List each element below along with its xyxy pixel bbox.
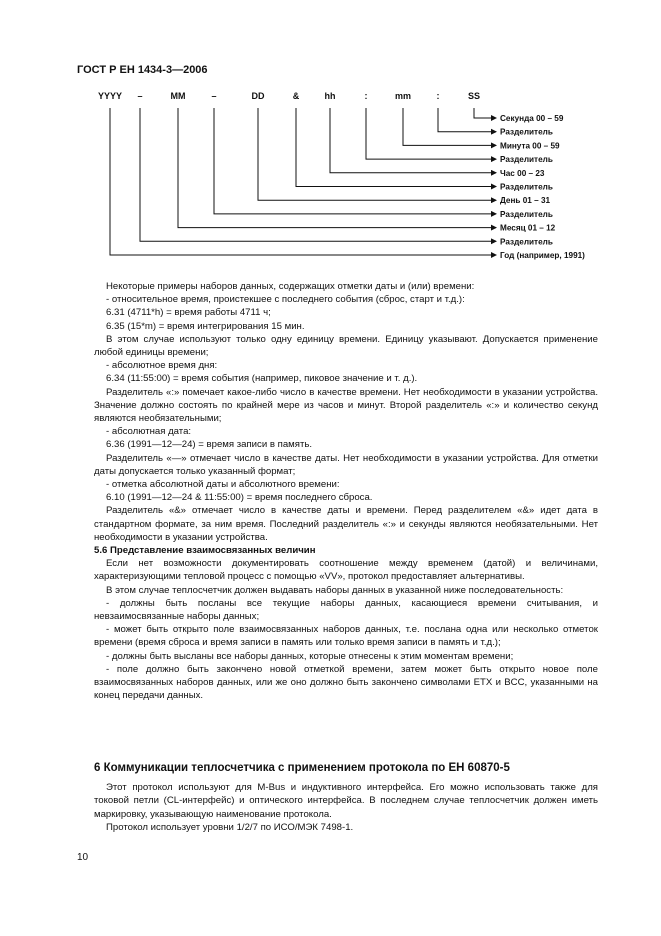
connector-line <box>474 108 496 118</box>
paragraph: 6.36 (1991—12—24) = время записи в память. <box>106 439 313 451</box>
format-field: YYYY <box>97 91 123 101</box>
paragraph: - может быть открыто поле взаимосвязанных наборов данных, т.е. послана одна или несколько отметок времени (время сброса и время записи в память или только время записи в память и т.д.); <box>94 624 598 649</box>
format-field: : <box>364 91 368 101</box>
format-label: Разделитель <box>500 127 553 137</box>
format-field: DD <box>251 91 265 101</box>
paragraph: Протокол использует уровни 1/2/7 по ИСО/МЭК 7498-1. <box>106 821 354 833</box>
format-label: Разделитель <box>500 237 553 247</box>
format-label: Час 00 – 23 <box>500 168 545 178</box>
connector-line <box>366 108 496 159</box>
document-header: ГОСТ Р ЕН 1434-3—2006 <box>77 64 208 76</box>
paragraph: 6.34 (11:55:00) = время события (например, пиковое значение и т. д.). <box>106 373 418 385</box>
format-field: SS <box>467 91 481 101</box>
format-field: hh <box>324 91 336 101</box>
paragraph: Разделитель «:» помечает какое-либо число в качестве времени. Нет необходимости в указании устройства. Значение должно состоять по крайней мере из часов и минут. Второй разделитель «:» и количество секунд являются необязательными; <box>94 386 598 425</box>
paragraph: В этом случае теплосчетчик должен выдавать наборы данных в указанной ниже последовательность: <box>106 584 564 596</box>
body-text <box>94 280 598 703</box>
format-label: Минута 00 – 59 <box>500 141 560 151</box>
paragraph: - абсолютное время дня: <box>106 360 218 372</box>
connector-line <box>296 108 496 187</box>
connector-line <box>214 108 496 214</box>
paragraph: Если нет возможности документировать соотношение между временем (датой) и величинами, характеризующими тепловой процесс с помощью «VV», протокол предоставляет альтернативы. <box>94 558 598 583</box>
format-field: mm <box>394 91 412 101</box>
format-label: Месяц 01 – 12 <box>500 223 556 233</box>
connector-line <box>403 108 496 145</box>
format-label: День 01 – 31 <box>500 196 551 206</box>
format-label: Разделитель <box>500 209 553 219</box>
format-field: : <box>436 91 440 101</box>
paragraph: Этот протокол используют для M-Bus и индуктивного интерфейса. Его можно использовать также для токовой петли (CL-интерфейс) и оптического интерфейса. В последнем случае теплосчетчик должен иметь маркировку, указывающую наименование протокола. <box>94 782 598 820</box>
format-field: – <box>211 91 217 101</box>
paragraph: 6.35 (15*m) = время интегрирования 15 мин. <box>106 320 305 332</box>
paragraph: В этом случае используют только одну единицу времени. Единицу указывают. Допускается применение любой единицы времени; <box>94 333 598 359</box>
paragraph: - должны быть посланы все текущие наборы данных, касающиеся времени считывания, и невзаимосвязанные наборы данных; <box>94 597 598 623</box>
format-field: & <box>292 91 300 101</box>
format-field: MM <box>170 91 186 101</box>
paragraph: Разделитель «&» отмечает число в качестве даты и времени. Перед разделителем «&» идет дата в стандартном формате, за ним время. Последний разделитель «:» и секунды являются необязательными. Нет необходимости в указании устройства. <box>94 505 598 543</box>
page-number: 10 <box>77 852 89 863</box>
paragraph: 6.31 (4711*h) = время работы 4711 ч; <box>106 307 271 319</box>
paragraph: - отметка абсолютной даты и абсолютного времени: <box>106 479 340 491</box>
paragraph: - поле должно быть закончено новой отметкой времени, затем может быть открыто новое поле взаимосвязанных наборов данных, или же оно должно быть закончено символами ETX и BCC, указанными на конец передачи данных. <box>94 663 598 702</box>
paragraph: - должны быть высланы все наборы данных, которые отнесены к этим моментам времени; <box>106 650 514 662</box>
date-time-format-diagram <box>0 0 661 280</box>
paragraph: 6.10 (1991—12—24 & 11:55:00) = время последнего сброса. <box>106 492 373 504</box>
connector-line <box>178 108 496 228</box>
paragraph: - абсолютная дата: <box>106 426 192 438</box>
section-6-title: 6 Коммуникации теплосчетчика с применением протокола по ЕН 60870-5 <box>94 762 510 774</box>
connector-line <box>438 108 496 132</box>
format-field: – <box>137 91 143 101</box>
section-5-6-title: 5.6 Представление взаимосвязанных величин <box>94 545 316 557</box>
paragraph: Некоторые примеры наборов данных, содержащих отметки даты и (или) времени: <box>106 281 475 292</box>
paragraph: - относительное время, проистекшее с последнего события (сброс, старт и т.д.): <box>106 294 465 306</box>
paragraph: Разделитель «—» отмечает число в качестве даты. Нет необходимости в указании устройства. Для отметки даты допускается только указанный формат; <box>94 452 598 477</box>
connector-line <box>330 108 496 173</box>
section-6 <box>94 762 598 834</box>
format-label: Разделитель <box>500 182 553 192</box>
format-label: Секунда 00 – 59 <box>500 114 564 123</box>
connector-line <box>140 108 496 241</box>
format-label: Разделитель <box>500 155 553 165</box>
format-label: Год (например, 1991) <box>500 251 585 260</box>
